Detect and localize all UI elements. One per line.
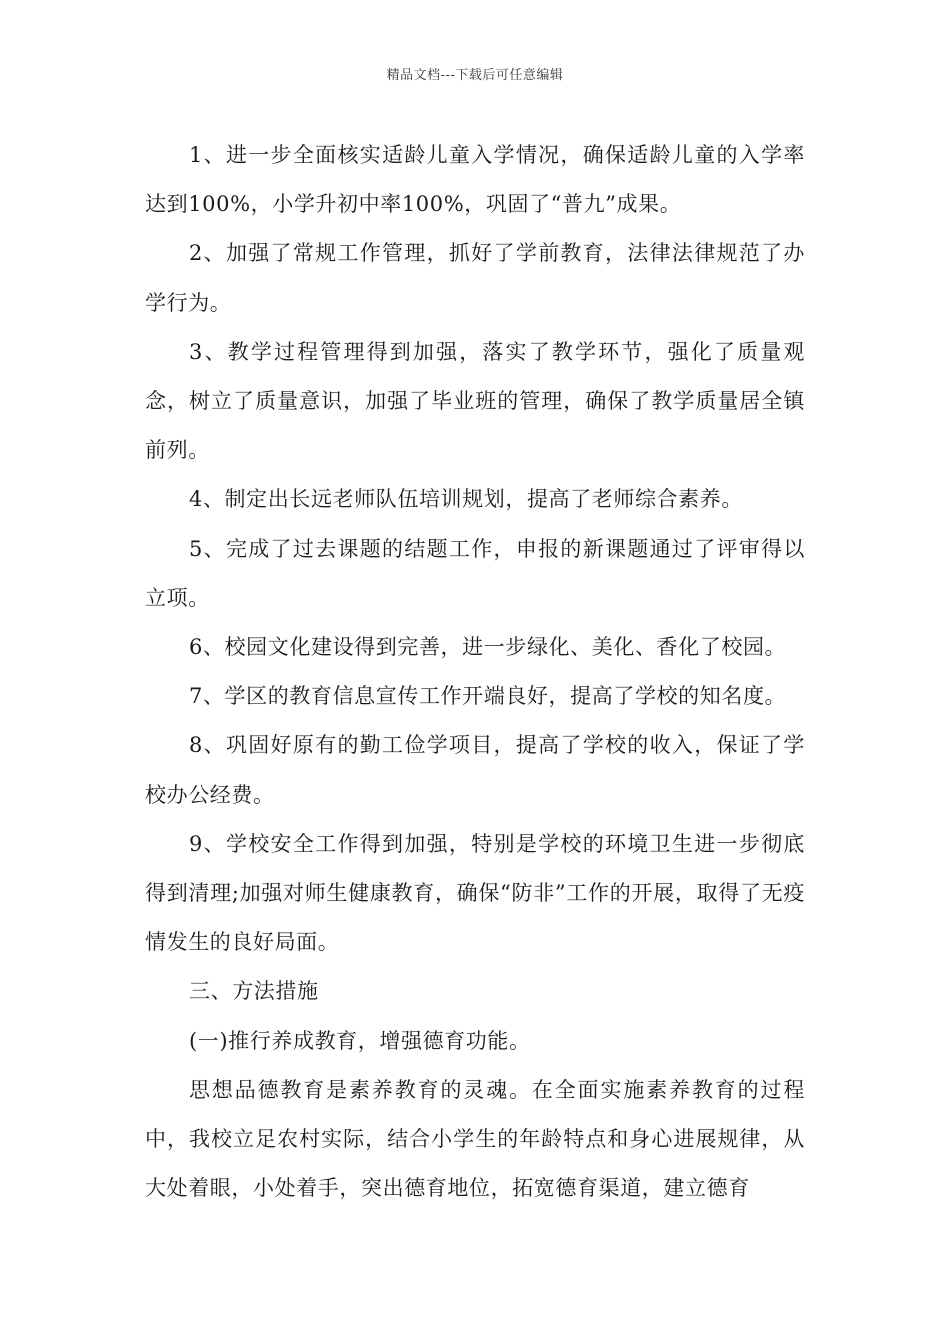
paragraph-item-1: 1、进一步全面核实适龄儿童入学情况，确保适龄儿童的入学率达到100%，小学升初中率100%，巩固了“普九”成果。 bbox=[145, 143, 805, 217]
body-paragraph: 思想品德教育是素养教育的灵魂。在全面实施素养教育的过程中，我校立足农村实际，结合小学生的年龄特点和身心进展规律，从大处着眼，小处着手，突出德育地位，拓宽德育渠道，建立德育 bbox=[145, 1077, 805, 1201]
paragraph-item-7: 7、学区的教育信息宣传工作开端良好，提高了学校的知名度。 bbox=[189, 684, 787, 709]
document-body bbox=[145, 131, 805, 1213]
paragraph-item-9: 9、学校安全工作得到加强，特别是学校的环境卫生进一步彻底得到清理;加强对师生健康教育，确保“防非”工作的开展，取得了无疫情发生的良好局面。 bbox=[145, 831, 805, 955]
paragraph-item-4: 4、制定出长远老师队伍培训规划，提高了老师综合素养。 bbox=[189, 487, 743, 512]
paragraph-item-8: 8、巩固好原有的勤工俭学项目，提高了学校的收入，保证了学校办公经费。 bbox=[145, 733, 805, 807]
page-header: 精品文档---下载后可任意编辑 bbox=[386, 68, 564, 83]
paragraph-item-2: 2、加强了常规工作管理，抓好了学前教育，法律法律规范了办学行为。 bbox=[145, 241, 805, 315]
section-heading: 三、方法措施 bbox=[189, 979, 319, 1004]
paragraph-item-6: 6、校园文化建设得到完善，进一步绿化、美化、香化了校园。 bbox=[189, 635, 787, 660]
paragraph-item-5: 5、完成了过去课题的结题工作，申报的新课题通过了评审得以立项。 bbox=[145, 536, 805, 610]
paragraph-item-3: 3、教学过程管理得到加强，落实了教学环节，强化了质量观念，树立了质量意识，加强了毕业班的管理，确保了教学质量居全镇前列。 bbox=[145, 339, 805, 463]
subsection-heading: (一)推行养成教育，增强德育功能。 bbox=[189, 1028, 531, 1053]
